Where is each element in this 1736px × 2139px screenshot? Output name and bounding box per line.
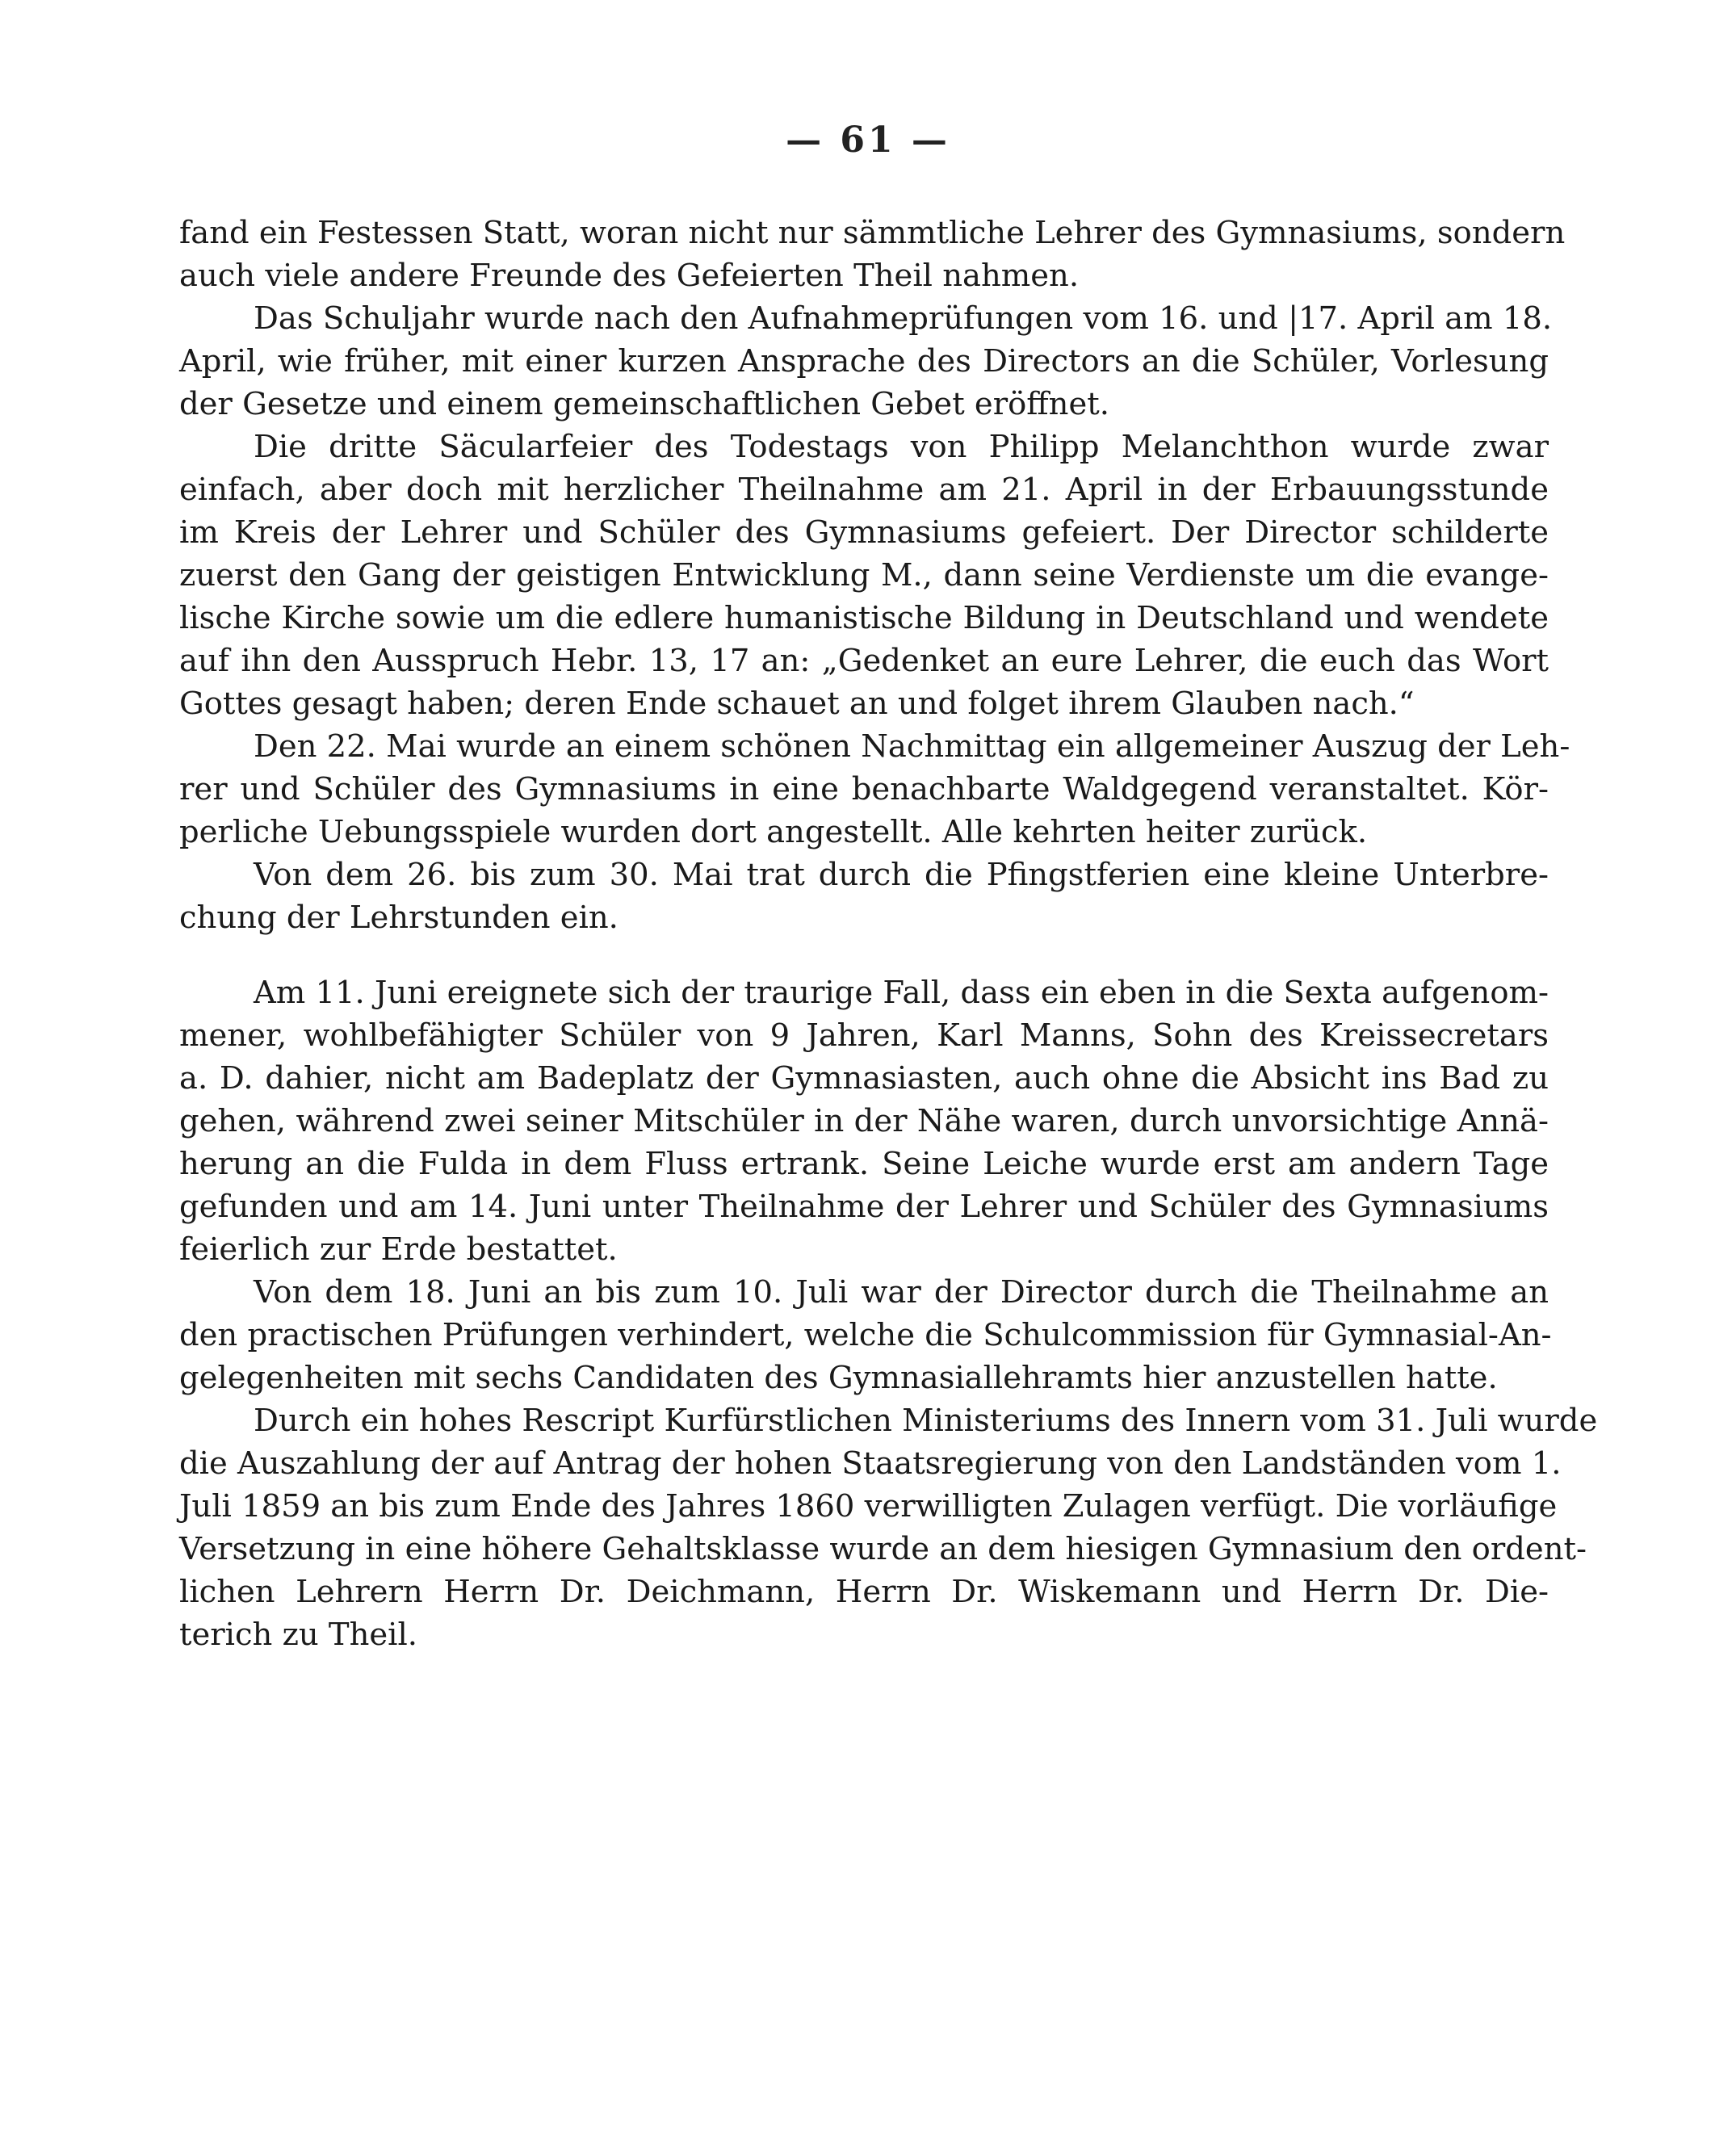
text-line: Von dem 26. bis zum 30. Mai trat durch die Pfingstferien eine kleine Unterbre- [254,857,1549,893]
text-line: perliche Uebungsspiele wurden dort angestellt. Alle kehrten heiter zurück. [179,814,1368,850]
text-line: Von dem 18. Juni an bis zum 10. Juli war der Director durch die Theilnahme an [254,1274,1549,1311]
text-line: zuerst den Gang der geistigen Entwicklung M., dann seine Verdienste um die evange- [179,557,1549,593]
body-text [179,212,1598,1656]
text-line: im Kreis der Lehrer und Schüler des Gymnasiums gefeiert. Der Director schilderte [179,514,1549,551]
text-line: a. D. dahier, nicht am Badeplatz der Gymnasiasten, auch ohne die Absicht ins Bad zu [179,1060,1549,1097]
text-line: fand ein Festessen Statt, woran nicht nur sämmtliche Lehrer des Gymnasiums, sondern [179,215,1566,251]
text-line: Die dritte Säcularfeier des Todestags von Philipp Melanchthon wurde zwar [254,429,1549,465]
text-line: terich zu Theil. [179,1617,418,1653]
text-line: chung der Lehrstunden ein. [179,900,619,936]
text-line: Versetzung in eine höhere Gehaltsklasse wurde an dem hiesigen Gymnasium den ordent- [179,1531,1587,1567]
text-line: den practischen Prüfungen verhindert, welche die Schulcommission für Gymnasial-An- [179,1317,1552,1353]
text-line: herung an die Fulda in dem Fluss ertrank. Seine Leiche wurde erst am andern Tage [179,1146,1549,1182]
text-line: gehen, während zwei seiner Mitschüler in der Nähe waren, durch unvorsichtige Annä- [179,1103,1549,1139]
text-line: Durch ein hohes Rescript Kurfürstlichen Ministeriums des Innern vom 31. Juli wurde [254,1403,1598,1439]
text-line: auf ihn den Ausspruch Hebr. 13, 17 an: „Gedenket an eure Lehrer, die euch das Wort [179,643,1549,679]
text-line: auch viele andere Freunde des Gefeierten Theil nahmen. [179,258,1080,294]
text-line: einfach, aber doch mit herzlicher Theilnahme am 21. April in der Erbauungsstunde [179,472,1549,508]
text-line: lische Kirche sowie um die edlere humanistische Bildung in Deutschland und wendete [179,600,1549,636]
text-line: April, wie früher, mit einer kurzen Ansprache des Directors an die Schüler, Vorlesung [179,343,1549,380]
text-line: Am 11. Juni ereignete sich der traurige Fall, dass ein eben in die Sexta aufgenom- [254,975,1549,1011]
text-line: feierlich zur Erde bestattet. [179,1231,618,1268]
paragraph-gap [179,939,1549,971]
text-line: Gottes gesagt haben; deren Ende schauet an und folget ihrem Glauben nach.“ [179,686,1415,722]
text-line: mener, wohlbefähigter Schüler von 9 Jahren, Karl Manns, Sohn des Kreissecretars [179,1017,1549,1054]
text-line: die Auszahlung der auf Antrag der hohen Staatsregierung von den Landständen vom 1. [179,1445,1562,1482]
text-line: rer und Schüler des Gymnasiums in eine benachbarte Waldgegend veranstaltet. Kör- [179,771,1549,807]
text-line: der Gesetze und einem gemeinschaftlichen Gebet eröffnet. [179,386,1109,422]
text-line: lichen Lehrern Herrn Dr. Deichmann, Herrn Dr. Wiskemann und Herrn Dr. Die- [179,1574,1549,1610]
text-line: Den 22. Mai wurde an einem schönen Nachmittag ein allgemeiner Auszug der Leh- [254,728,1570,765]
text-line: Juli 1859 an bis zum Ende des Jahres 1860 verwilligten Zulagen verfügt. Die vorläufige [179,1488,1558,1525]
text-line: gefunden und am 14. Juni unter Theilnahme der Lehrer und Schüler des Gymnasiums [179,1189,1549,1225]
text-line: gelegenheiten mit sechs Candidaten des Gymnasiallehramts hier anzustellen hatte. [179,1360,1498,1396]
text-line: Das Schuljahr wurde nach den Aufnahmeprüfungen vom 16. und |17. April am 18. [254,300,1553,337]
page-number: — 61 — [786,120,950,161]
